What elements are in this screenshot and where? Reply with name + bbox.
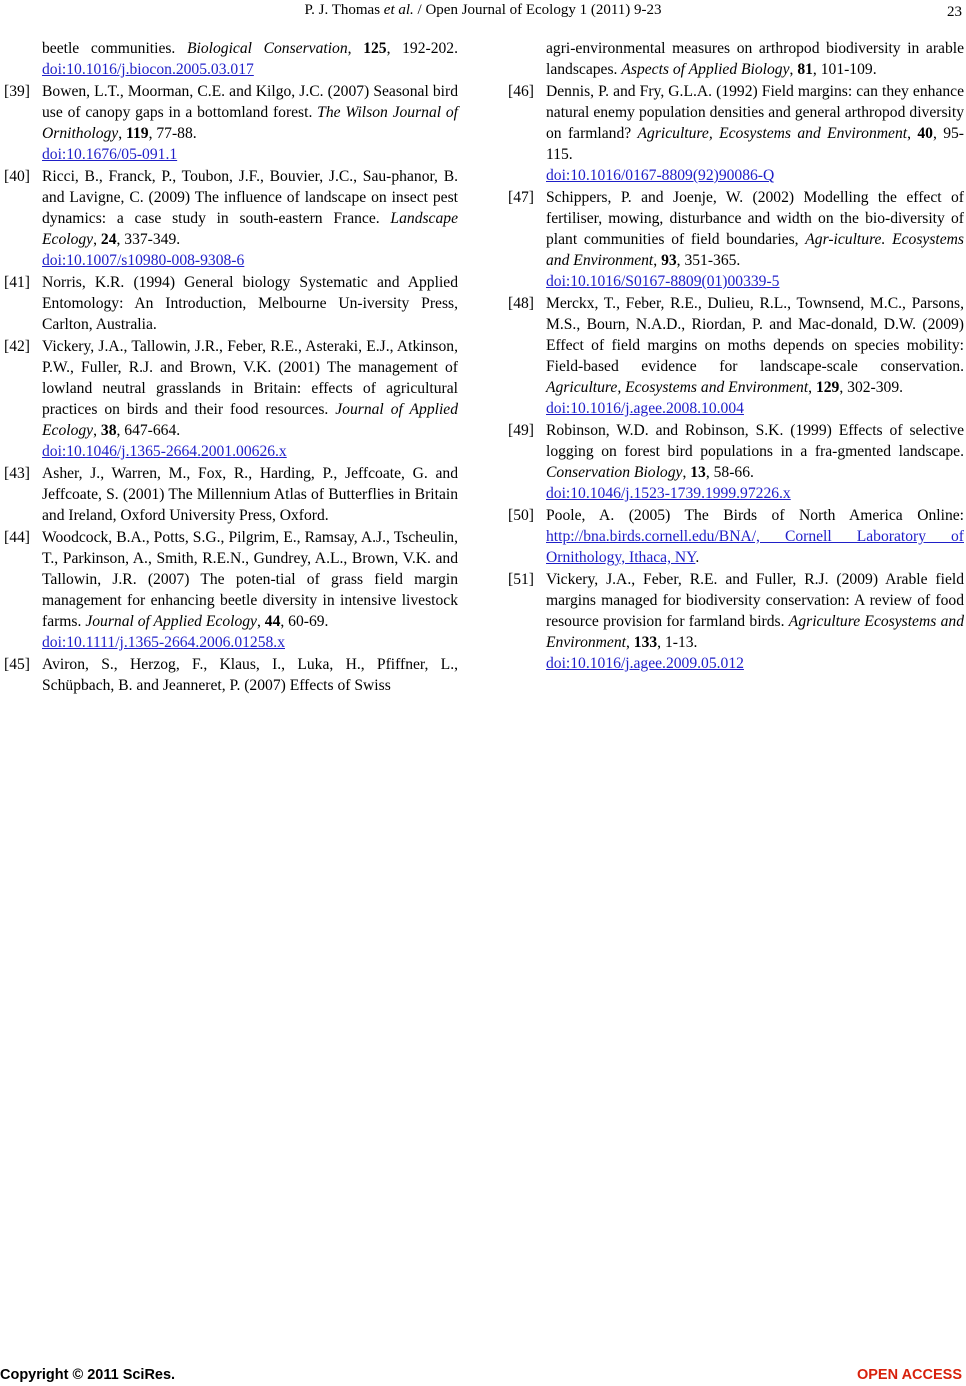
reference-sep: , [93,422,101,439]
copyright-notice: Copyright © 2011 SciRes. [0,1367,176,1383]
reference-text: Asher, J., Warren, M., Fox, R., Harding, P., Jeffcoate, G. and Jeffcoate, S. (2001) The Millennium Atlas of Butterflies in Britain and Ireland, Oxford University Press, Oxford. [42,465,458,524]
reference-pages: , 302-309. [839,379,904,396]
reference-text-end: . [695,549,700,566]
reference-number: [40] [4,168,30,185]
reference-text: Robinson, W.D. and Robinson, S.K. (1999) Effects of selective logging on forest bird populations in a fra-gmented landscape. [546,422,964,460]
reference-journal: Conservation Biology [546,464,683,481]
reference-number: [49] [508,422,534,439]
reference-text: agri-environmental measures on arthropod biodiversity in arable landscapes. [546,40,964,78]
reference-entry [4,463,458,526]
reference-pages: , 337-349. [116,231,181,248]
open-access-label: OPEN ACCESS [856,1367,962,1383]
reference-journal: The Wilson Journal of Ornithology [42,104,458,142]
reference-doi-link[interactable]: doi:10.1016/j.biocon.2005.03.017 [42,61,254,78]
reference-number: [41] [4,274,30,291]
right-column [508,38,964,675]
reference-volume: 44 [264,613,281,630]
reference-number: [42] [4,338,30,355]
reference-doi-link[interactable]: doi:10.1007/s10980-008-9308-6 [42,252,245,269]
reference-journal: Agriculture, Ecosystems and Environment [546,379,809,396]
reference-journal: Journal of Applied Ecology [42,401,458,439]
running-head-etal: et al. [383,2,414,18]
reference-volume: 40 [917,125,933,142]
reference-entry [4,336,458,462]
reference-entry [508,505,964,568]
reference-journal: Journal of Applied Ecology [85,613,257,630]
page-header [0,2,966,24]
reference-sep: , [789,61,798,78]
reference-pages: , 77-88. [148,125,197,142]
reference-doi-line [42,144,458,165]
reference-doi-link[interactable]: doi:10.1046/j.1523-1739.1999.97226.x [546,485,791,502]
reference-entry [508,569,964,674]
reference-journal: Landscape Ecology [42,210,458,248]
reference-entry [508,420,964,504]
reference-volume: 13 [690,464,706,481]
reference-number: [46] [508,83,534,100]
reference-text: Poole, A. (2005) The Birds of North America Online: [546,507,964,524]
reference-pages: , 95-115. [546,125,965,163]
reference-volume: 24 [100,231,117,248]
reference-sep: , [347,40,364,57]
reference-doi-line [42,632,458,653]
reference-text: Dennis, P. and Fry, G.L.A. (1992) Field margins: can they enhance natural enemy population densities and general arthropod diversity on farmland? [546,83,964,142]
reference-pages: , 351-365. [676,252,741,269]
reference-doi-link[interactable]: doi:10.1016/S0167-8809(01)00339-5 [546,273,780,290]
reference-journal: Biological Conservation [186,40,348,57]
reference-journal: Agriculture, Ecosystems and Environment [637,125,908,142]
reference-text: Merckx, T., Feber, R.E., Dulieu, R.L., Townsend, M.C., Parsons, M.S., Bourn, N.A.D., Riordan, P. and Mac-donald, D.W. (2009) Effect of field margins on moths depends on species mobility: Field-based evidence for landscape-scale conservation. [546,295,964,375]
reference-pages: , 647-664. [116,422,181,439]
reference-number: [43] [4,465,30,482]
reference-text: Vickery, J.A., Feber, R.E. and Fuller, R.J. (2009) Arable field margins managed for biodiversity conservation: A review of food resource provision for farmland birds. [546,571,964,630]
reference-sep: , [682,464,691,481]
reference-journal: Aspects of Applied Biology [621,61,790,78]
reference-pages: , 58-66. [705,464,754,481]
reference-volume: 93 [661,252,677,269]
reference-text: Bowen, L.T., Moorman, C.E. and Kilgo, J.C. (2007) Seasonal bird use of canopy gaps in a bottomland forest. [42,83,458,121]
reference-doi-link[interactable]: doi:10.1676/05-091.1 [42,146,178,163]
reference-text: beetle communities. [42,40,187,57]
reference-entry [4,166,458,271]
reference-number: [48] [508,295,534,312]
reference-entry [4,654,458,696]
reference-text: Schippers, P. and Joenje, W. (2002) Modelling the effect of fertiliser, mowing, disturbance and width on the bio-diversity of plant communities of field boundaries, [546,189,964,248]
reference-sep: , [808,379,816,396]
reference-volume: 38 [100,422,117,439]
reference-sep: , [256,613,265,630]
reference-volume: 81 [797,61,813,78]
reference-volume: 133 [633,634,658,651]
reference-doi-line [546,165,964,186]
reference-doi-line [546,653,964,674]
reference-entry [4,272,458,335]
reference-number: [44] [4,529,30,546]
reference-number: [47] [508,189,534,206]
reference-volume: 119 [126,125,149,142]
reference-number: [39] [4,83,30,100]
reference-doi-line [42,441,458,462]
reference-entry [508,187,964,292]
reference-doi-link[interactable]: doi:10.1016/j.agee.2008.10.004 [546,400,744,417]
reference-sep: , [118,125,127,142]
reference-journal: Agriculture Ecosystems and Environment [546,613,964,651]
running-head [0,2,966,19]
reference-doi-line [42,250,458,271]
page-footer [0,1367,966,1385]
reference-text: Norris, K.R. (1994) General biology Systematic and Applied Entomology: An Introduction, Melbourne Un-iversity Press, Carlton, Australia. [42,274,458,333]
reference-number: [45] [4,656,30,673]
reference-url-link[interactable]: http://bna.birds.cornell.edu/BNA/, Cornell Laboratory of Ornithology, Ithaca, NY [546,528,964,566]
reference-pages: , 60-69. [280,613,329,630]
reference-entry [508,81,964,186]
reference-volume: 129 [815,379,840,396]
reference-continuation [4,38,458,80]
reference-entry [4,527,458,653]
reference-number: [51] [508,571,534,588]
reference-number: [50] [508,507,534,524]
running-head-authors: P. J. Thomas [304,2,384,18]
reference-pages: , 1-13. [657,634,698,651]
reference-doi-line [546,483,964,504]
reference-text: Aviron, S., Herzog, F., Klaus, I., Luka, H., Pfiffner, L., Schüpbach, B. and Jeanneret, P. (2007) Effects of Swiss [42,656,458,694]
reference-text: Vickery, J.A., Tallowin, J.R., Feber, R.E., Asteraki, E.J., Atkinson, P.W., Fuller, R.J. and Brown, V.K. (2001) The management of lowland neutral grasslands in Britain: effects of agricultural practices on birds and their food resources. [42,338,458,418]
reference-journal: Agr-iculture. Ecosystems and Environment [546,231,964,269]
reference-text: Ricci, B., Franck, P., Toubon, J.F., Bouvier, J.C., Sau-phanor, B. and Lavigne, C. (2009) The influence of landscape on insect pest dynamics: a case study in south-eastern France. [42,168,458,227]
reference-sep: , [907,125,918,142]
reference-text: Woodcock, B.A., Potts, S.G., Pilgrim, E., Ramsay, A.J., Tscheulin, T., Parkinson, A., Smith, R.E.N., Gundrey, A.L., Brown, V.K. and Tallowin, J.R. (2007) The poten-tial of grass field margin management for enhancing beetle diversity in intensive livestock farms. [42,529,458,630]
reference-doi-link[interactable]: doi:10.1111/j.1365-2664.2006.01258.x [42,634,285,651]
reference-doi-link[interactable]: doi:10.1016/j.agee.2009.05.012 [546,655,744,672]
reference-pages: , 101-109. [812,61,877,78]
reference-continuation [508,38,964,80]
reference-sep: , [93,231,101,248]
reference-volume: 125 [363,40,387,57]
left-column [4,38,458,697]
reference-doi-link[interactable]: doi:10.1046/j.1365-2664.2001.00626.x [42,443,287,460]
reference-sep: , [653,252,662,269]
reference-doi-link[interactable]: doi:10.1016/0167-8809(92)90086-Q [546,167,775,184]
reference-pages: , 192-202. [386,40,458,57]
reference-entry [4,81,458,165]
reference-doi-line [546,271,964,292]
running-head-journal: / Open Journal of Ecology 1 (2011) 9-23 [413,2,662,18]
reference-entry [508,293,964,419]
page-number: 23 [947,4,962,20]
reference-doi-line [546,398,964,419]
reference-sep: , [625,634,634,651]
